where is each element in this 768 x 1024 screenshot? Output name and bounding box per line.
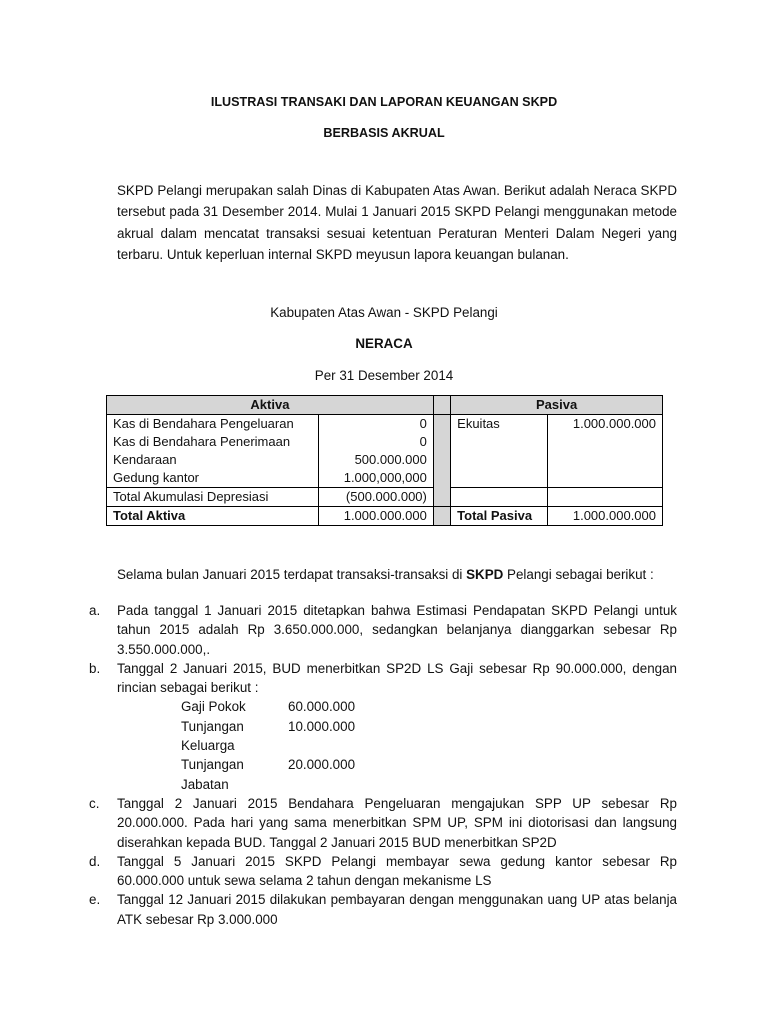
list-item-text: Tanggal 5 Januari 2015 SKPD Pelangi membayar sewa gedung kantor sebesar Rp 60.000.000 untuk sewa selama 2 tahun dengan mekanisme LS (117, 853, 677, 889)
table-total-row (107, 507, 663, 526)
list-item (89, 659, 677, 794)
table-gap (433, 396, 450, 415)
pasiva-label: Ekuitas (451, 415, 548, 434)
list-item-text: Tanggal 2 Januari 2015 Bendahara Pengeluaran mengajukan SPP UP sebesar Rp 20.000.000. Pada hari yang sama menerbitkan SPM UP, SPM ini diotorisasi dan langsung diserahkan kepada BUD. Tanggal 2 Januari 2015 BUD menerbitkan SP2D (117, 795, 677, 850)
list-item (89, 852, 677, 891)
pasiva-cell-empty (451, 451, 548, 469)
gaji-label: Tunjangan Keluarga (181, 718, 244, 754)
list-item (89, 601, 677, 659)
table-gap (433, 507, 450, 526)
table-gap (433, 415, 450, 434)
gaji-value: 10.000.000 (288, 718, 356, 734)
pasiva-cell-empty (547, 433, 662, 451)
table-gap (433, 488, 450, 507)
list-letter: e. (89, 892, 101, 908)
intro-paragraph: SKPD Pelangi merupakan salah Dinas di Kabupaten Atas Awan. Berikut adalah Neraca SKPD tersebut pada 31 Desember 2014. Mulai 1 Januari 2015 SKPD Pelangi menggunakan metode akrual dalam mencatat transaksi sesuai ketentuan Peraturan Menteri Dalam Negeri yang terbaru. Untuk keperluan internal SKPD meyusun lapora keuangan bulanan. (117, 183, 677, 262)
pasiva-cell-empty (547, 469, 662, 488)
total-pasiva-value: 1.000.000.000 (547, 507, 662, 526)
list-item-text: Tanggal 2 Januari 2015, BUD menerbitkan SP2D LS Gaji sebesar Rp 90.000.000, dengan rincian sebagai berikut : (117, 660, 677, 696)
aktiva-label: Kendaraan (107, 451, 319, 469)
pasiva-cell-empty (451, 433, 548, 451)
total-aktiva-label: Total Aktiva (107, 507, 319, 526)
table-gap (433, 469, 450, 488)
balance-sheet-table (106, 395, 663, 526)
list-item (89, 890, 677, 929)
total-aktiva-value: 1.000.000.000 (318, 507, 433, 526)
document-subtitle: BERBASIS AKRUAL (323, 126, 445, 140)
aktiva-value: 0 (318, 433, 433, 451)
aktiva-label: Gedung kantor (107, 469, 319, 488)
intro-text: Selama bulan Januari 2015 terdapat transaksi-transaksi di (117, 567, 467, 582)
list-item (89, 794, 677, 852)
table-row (107, 433, 663, 451)
aktiva-value: (500.000.000) (318, 488, 433, 507)
gaji-label: Gaji Pokok (181, 699, 246, 715)
aktiva-label: Kas di Bendahara Penerimaan (107, 433, 319, 451)
intro-text-end: Pelangi sebagai berikut : (503, 567, 654, 582)
table-gap (433, 433, 450, 451)
intro-bold-text: SKPD (466, 567, 504, 582)
table-row (107, 451, 663, 469)
balance-title: NERACA (355, 336, 413, 351)
aktiva-header: Aktiva (107, 396, 434, 415)
aktiva-label: Total Akumulasi Depresiasi (107, 488, 319, 507)
transactions-intro (117, 564, 697, 585)
list-item-text: Pada tanggal 1 Januari 2015 ditetapkan bahwa Estimasi Pendapatan SKPD Pelangi untuk tahun 2015 adalah Rp 3.650.000.000, sedangkan belanjanya dianggarkan sebesar Rp 3.550.000.000,. (117, 603, 677, 657)
gaji-label: Tunjangan Jabatan (181, 757, 244, 792)
table-row (107, 488, 663, 507)
balance-date: Per 31 Desember 2014 (314, 368, 454, 383)
gaji-value: 60.000.000 (288, 699, 356, 715)
gaji-value: 20.000.000 (288, 757, 356, 773)
pasiva-cell-empty (451, 488, 548, 507)
list-letter: b. (89, 660, 101, 676)
transaction-list (89, 601, 677, 929)
gaji-row (117, 755, 677, 794)
table-row (107, 469, 663, 488)
total-pasiva-label: Total Pasiva (451, 507, 548, 526)
pasiva-cell-empty (547, 488, 662, 507)
aktiva-label: Kas di Bendahara Pengeluaran (107, 415, 319, 434)
pasiva-cell-empty (547, 451, 662, 469)
list-letter: c. (89, 795, 100, 811)
list-letter: a. (89, 603, 101, 618)
document-title: ILUSTRASI TRANSAKI DAN LAPORAN KEUANGAN SKPD (210, 95, 558, 109)
aktiva-value: 1.000,000,000 (318, 469, 433, 488)
list-letter: d. (89, 853, 101, 869)
gaji-row (117, 717, 677, 756)
table-gap (433, 451, 450, 469)
list-item-text: Tanggal 12 Januari 2015 dilakukan pembayaran dengan menggunakan uang UP atas belanja ATK sebesar Rp 3.000.000 (117, 892, 677, 927)
table-row (107, 415, 663, 434)
aktiva-value: 500.000.000 (318, 451, 433, 469)
pasiva-header: Pasiva (451, 396, 663, 415)
balance-entity: Kabupaten Atas Awan - SKPD Pelangi (270, 305, 498, 320)
gaji-row (117, 697, 677, 716)
table-header-row (107, 396, 663, 415)
aktiva-value: 0 (318, 415, 433, 434)
pasiva-value: 1.000.000.000 (547, 415, 662, 434)
pasiva-cell-empty (451, 469, 548, 488)
